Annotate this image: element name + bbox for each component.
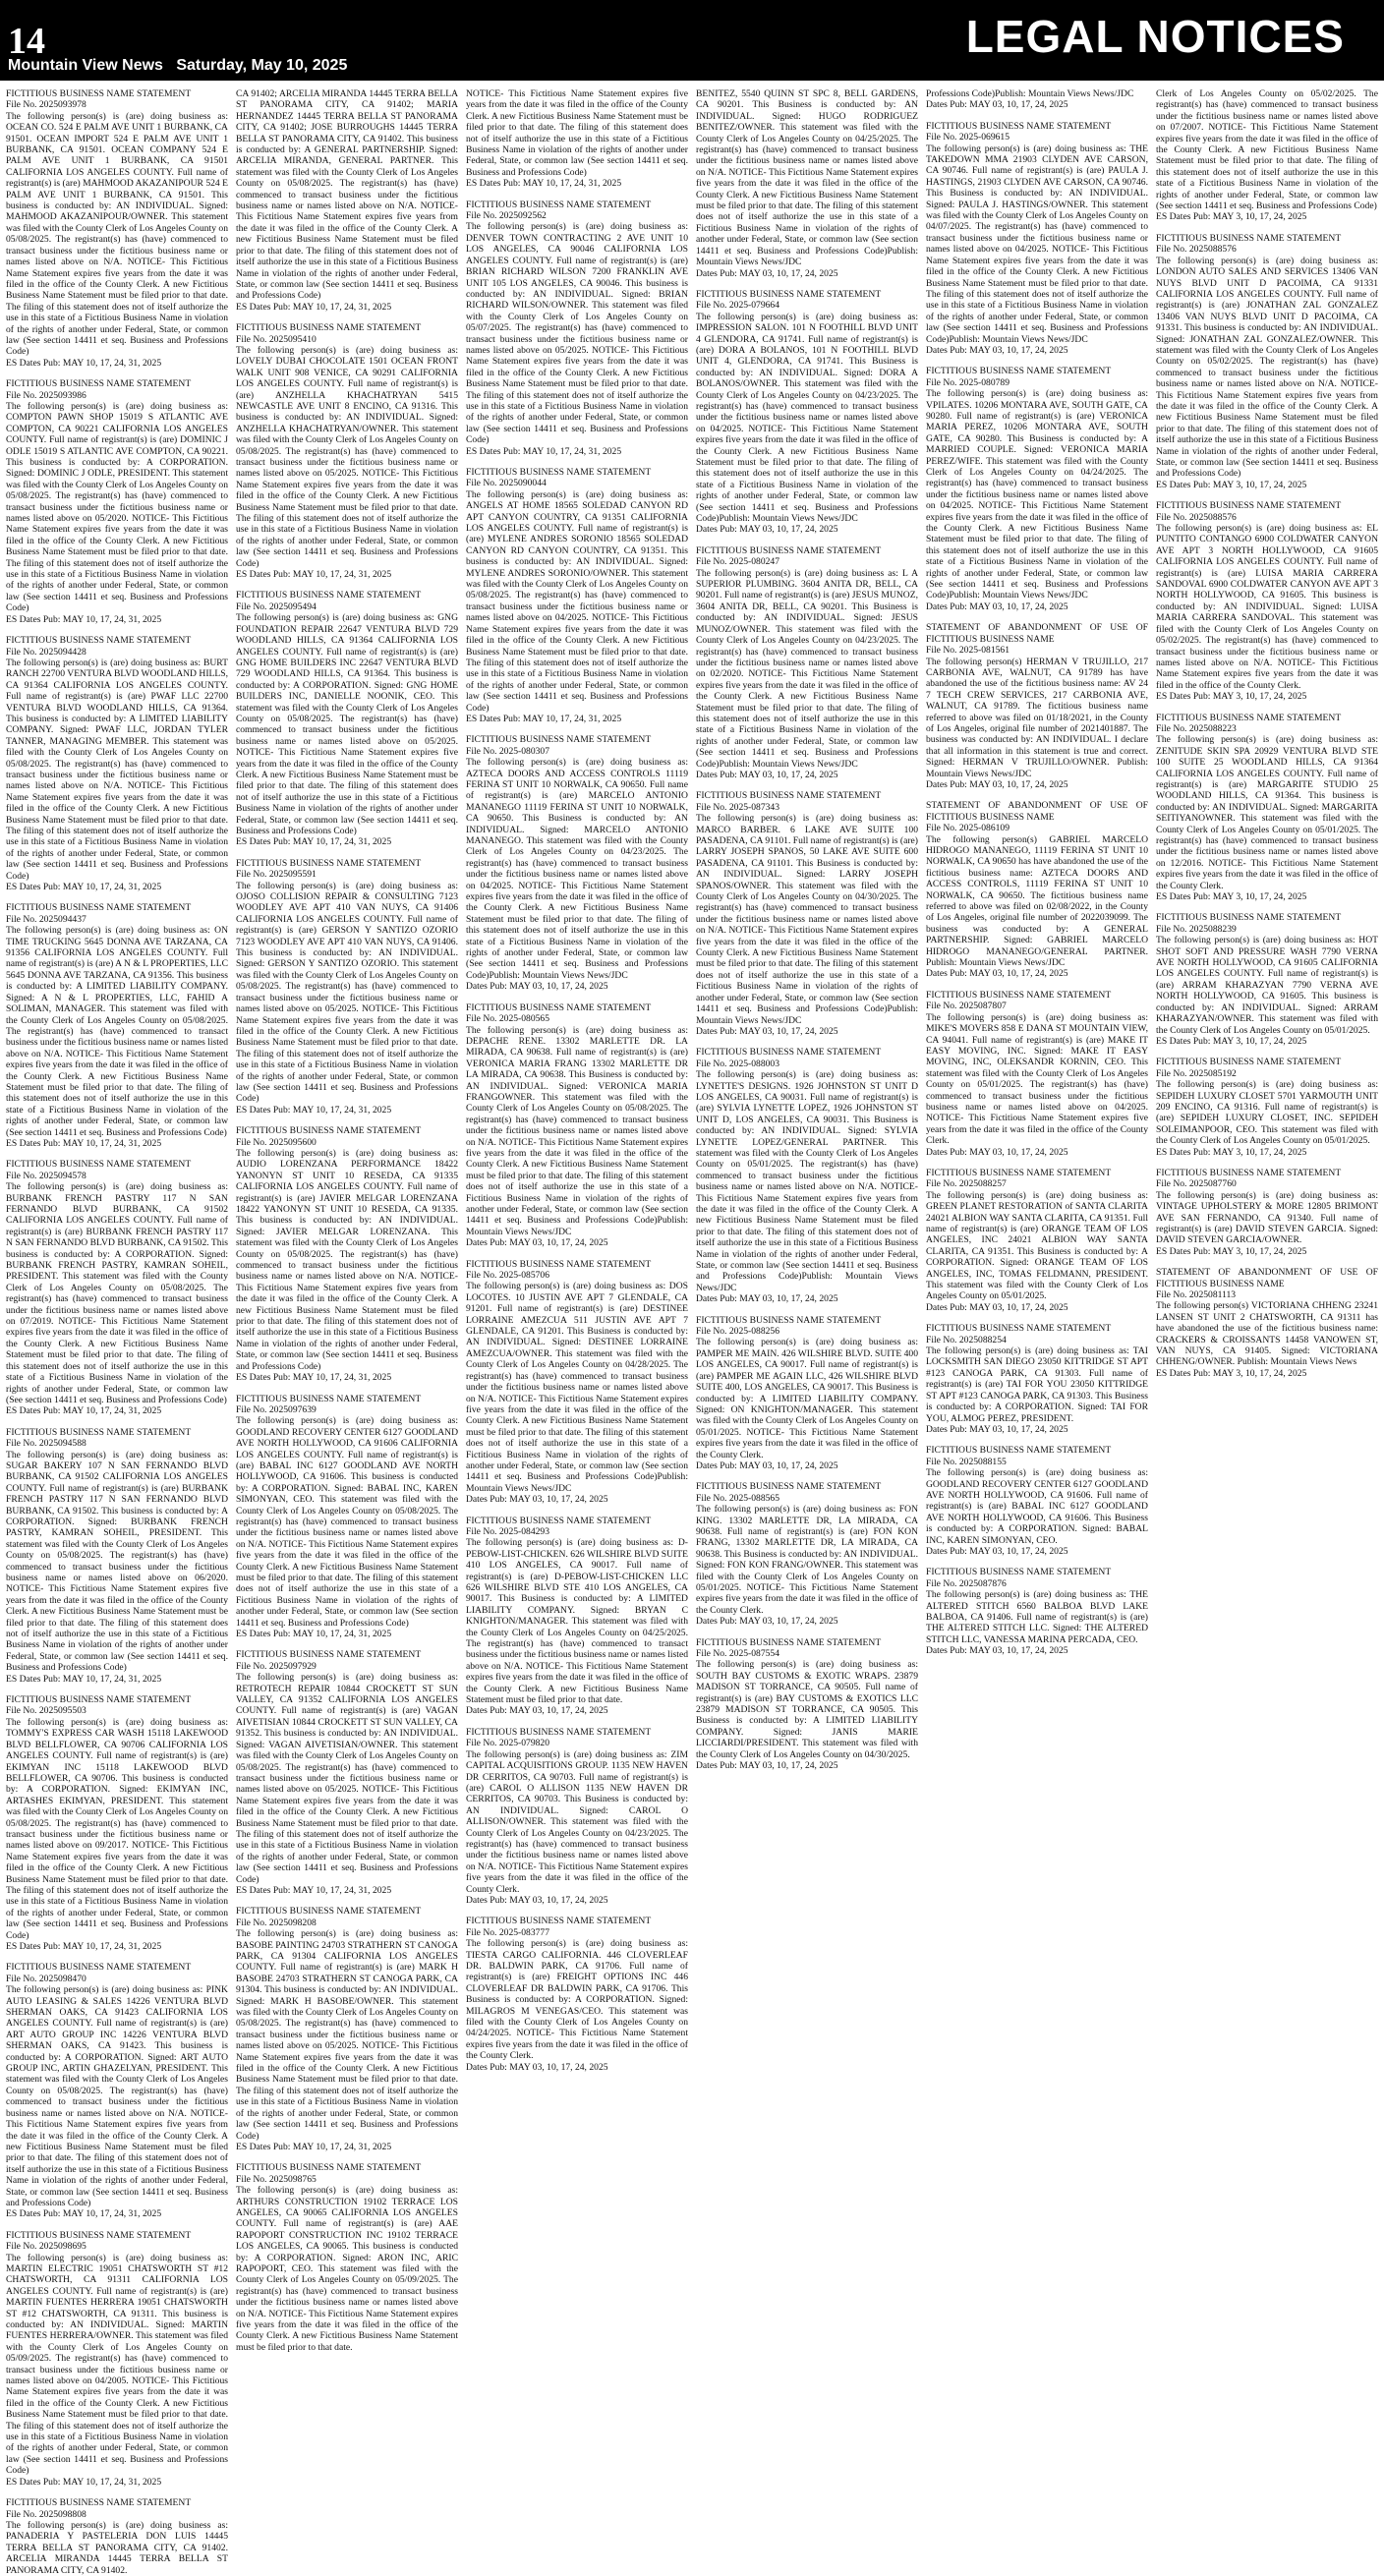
notice-body: The following person(s) is (are) doing business as: PINK AUTO LEASING & SALES 14226 VENTURA BLVD SHERMAN OAKS, CA 91423 CALIFORNIA LOS ANGELES COUNTY. Full name of registrant(s) is (are) ART AUTO GROUP INC 14226 VENTURA BLVD SHERMAN OAKS, CA 91423. This business is conducted by: A CORPORATION. Signed: ART AUTO GROUP INC, ARTIN GHAZELYAN, PRESIDENT. This statement was filed with the County Clerk of Los Angeles County on 05/08/2025. The registrant(s) has (have) commenced to transact business under the fictitious business name or names listed above on N/A. NOTICE- This Fictitious Name Statement expires five years from the date it was filed in the office of the County Clerk. A new Fictitious Business Name Statement must be filed prior to that date. The filing of this statement does not of itself authorize the use in this state of a Fictitious Business Name in violation of the rights of another under Federal, State, or common law (See section 14411 et seq. Business and Professions Code) <box>6 1984 228 2208</box>
legal-notice <box>1156 500 1378 702</box>
legal-notice <box>466 88 688 190</box>
notice-file-number: File No. 2025-084293 <box>466 1525 550 1537</box>
legal-notice <box>926 1323 1148 1435</box>
notice-body: The following person(s) is (are) doing business as: LYNETTE'S DESIGNS. 1926 JOHNSTON ST UNIT D LOS ANGELES, CA 90031. Full name of registrant(s) is (are) SYLVIA LYNETTE LOPEZ, 1926 JOHNSTON ST UNIT D, LOS ANGELES, CA 90031. This Business is conducted by: AN INDIVIDUAL. Signed: SYLVIA LYNETTE LOPEZ/GENERAL PARTNER. This statement was filed with the County Clerk of Los Angeles County on 05/01/2025. The registrant(s) has (have) commenced to transact business under the fictitious business name or names listed above on N/A. NOTICE- This Fictitious Name Statement expires five years from the date it was filed in the office of the County Clerk. A new Fictitious Business Name Statement must be filed prior to that date. The filing of this statement does not of itself authorize the use in this state of a Fictitious Business Name in violation of the rights of another under Federal, State, or common law (See section 14411 et seq. Business and Professions Code)Publish: Mountain Views News/JDC <box>696 1069 918 1293</box>
legal-notice <box>6 2230 228 2488</box>
notice-file-number: File No. 2025098808 <box>6 2508 86 2520</box>
notice-pub-dates: Dates Pub: MAY 03, 10, 17, 24, 2025 <box>926 1545 1068 1557</box>
notice-file-number: File No. 2025094588 <box>6 1438 86 1450</box>
notice-pub-dates: ES Dates Pub: MAY 10, 17, 24, 31, 2025 <box>6 1405 162 1417</box>
notice-heading: FICTITIOUS BUSINESS NAME STATEMENT <box>6 2229 192 2241</box>
notice-file-number: File No. 2025098208 <box>236 1917 317 1928</box>
legal-notice <box>1156 88 1378 223</box>
notice-pub-dates: ES Dates Pub: MAY 10, 17, 24, 31, 2025 <box>236 1372 392 1384</box>
notice-pub-dates: Dates Pub: MAY 03, 10, 17, 24, 2025 <box>926 99 1068 111</box>
notice-body: The following person(s) is (are) doing business as: GREEN PLANET RESTORATION of SANTA CLARITA 24021 ALBION WAY SANTA CLARITA, CA 91351. Full name of registrant(s) is (are) ORANGE TEAM OF LOS ANGELES, INC 24021 ALBION WAY SANTA CLARITA, CA 91351. This Business is conducted by: A CORPORATION. Signed: ORANGE TEAM OF LOS ANGELES, INC, TOMAS FELDMANN, PRESIDENT. This statement was filed with the County Clerk of Los Angeles County on 05/01/2025. <box>926 1189 1148 1302</box>
legal-notice <box>236 1649 458 1896</box>
notice-heading: FICTITIOUS BUSINESS NAME STATEMENT <box>236 590 422 601</box>
legal-notice <box>926 800 1148 980</box>
notice-pub-dates: ES Dates Pub: MAY 10, 17, 24, 31, 2025 <box>6 882 162 893</box>
legal-notice <box>926 121 1148 357</box>
legal-notice <box>466 1002 688 1249</box>
notice-heading: FICTITIOUS BUSINESS NAME STATEMENT <box>236 857 422 869</box>
notice-pub-dates: Dates Pub: MAY 03, 10, 17, 24, 2025 <box>926 778 1068 790</box>
notice-file-number: File No. 2025098765 <box>236 2173 317 2185</box>
notice-body: The following person(s) is (are) doing business as: GOODLAND RECOVERY CENTER 6127 GOODLAND AVE NORTH HOLLYWOOD, CA 91606 CALIFORNIA LOS ANGELES COUNTY. Full name of registrant(s) is (are) BABAL INC 6127 GOODLAND AVE NORTH HOLLYWOOD, CA 91606. This business is conducted by: A CORPORATION. Signed: BABAL INC, KAREN SIMONYAN, CEO. This statement was filed with the County Clerk of Los Angeles County on 05/08/2025. The registrant(s) has (have) commenced to transact business under the fictitious business name or names listed above on N/A. NOTICE- This Fictitious Name Statement expires five years from the date it was filed in the office of the County Clerk. A new Fictitious Business Name Statement must be filed prior to that date. The filing of this statement does not of itself authorize the use in this state of a Fictitious Business Name in violation of the rights of another under Federal, State, or common law (See section 14411 et seq. Business and Professions Code) <box>236 1415 458 1629</box>
notice-body: The following person(s) VICTORIANA CHHENG 23241 LANSEN ST UNIT 2 CHATSWORTH, CA 91311 has have abandoned the use of the fictitious business name: CRACKERS & CROISSANTS 14458 VANOWEN ST, VAN NUYS, CA 91405. Signed: VICTORIANA CHHENG/OWNER. Publish: Mountain Views News <box>1156 1300 1378 1368</box>
notice-body: The following person(s) is (are) doing business as: RETROTECH REPAIR 10844 CROCKETT ST SUN VALLEY, CA 91352 CALIFORNIA LOS ANGELES COUNTY. Full name of registrant(s) is (are) VAGAN AIVETISIAN 10844 CROCKETT ST SUN VALLEY, CA 91352. This business is conducted by: AN INDIVIDUAL. Signed: VAGAN AIVETISIAN/OWNER. This statement was filed with the County Clerk of Los Angeles County on 05/08/2025. The registrant(s) has (have) commenced to transact business under the fictitious business name or names listed above on 05/2025. NOTICE- This Fictitious Name Statement expires five years from the date it was filed in the office of the County Clerk. A new Fictitious Business Name Statement must be filed prior to that date. The filing of this statement does not of itself authorize the use in this state of a Fictitious Business Name in violation of the rights of another under Federal, State, or common law (See section 14411 et seq. Business and Professions Code) <box>236 1672 458 1885</box>
notice-heading: FICTITIOUS BUSINESS NAME STATEMENT <box>1156 1057 1342 1068</box>
notice-file-number: File No. 2025-088565 <box>696 1492 780 1504</box>
notice-body: The following person(s) is (are) doing business as: OCEAN CO. 524 E PALM AVE UNIT 1 BURBANK, CA 91501. OCEAN IMPORT 524 E PALM AVE UNIT 1 BURBANK, CA 91501. OCEAN COMPANY 524 E PALM AVE UNIT 1 BURBANK, CA 91501 CALIFORNIA LOS ANGELES COUNTY. Full name of registrant(s) is (are) MAHMOOD AKAZANIPOUR 524 E PALM AVE UNIT 1 BURBANK, CA 91501. This business is conducted by: AN INDIVIDUAL. Signed: MAHMOOD AKAZANIPOUR/OWNER. This statement was filed with the County Clerk of Los Angeles County on 05/08/2025. The registrant(s) has (have) commenced to transact business under the fictitious business name or names listed above on N/A. NOTICE- This Fictitious Name Statement expires five years from the date it was filed in the office of the County Clerk. A new Fictitious Business Name Statement must be filed prior to that date. The filing of this statement does not of itself authorize the use in this state of a Fictitious Business Name in violation of the rights of another under Federal, State, or common law (See section 14411 et seq. Business and Professions Code) <box>6 110 228 358</box>
notice-column <box>1156 88 1378 2557</box>
notice-heading: FICTITIOUS BUSINESS NAME STATEMENT <box>6 1426 192 1438</box>
notice-body: The following person(s) is (are) doing business as: DOS LOCOTES. 10 JUSTIN AVE APT 7 GLENDALE, CA 91201. Full name of registrant(s) is (are) DESTINEE LORRAINE AMEZCUA 511 JUSTIN AVE APT 7 GLENDALE, CA 91201. This Business is conducted by: AN INDIVIDUAL. Signed: DESTINEE LORRAINE AMEZCUA/OWNER. This statement was filed with the County Clerk of Los Angeles County on 04/28/2025. The registrant(s) has (have) commenced to transact business under the fictitious business name or names listed above on N/A. NOTICE- This Fictitious Name Statement expires five years from the date it was filed in the office of the County Clerk. A new Fictitious Business Name Statement must be filed prior to that date. The filing of this statement does not of itself authorize the use in this state of a Fictitious Business Name in violation of the rights of another under Federal, State, or common law (See section 14411 et seq. Business and Professions Code)Publish: Mountain Views News/JDC <box>466 1281 688 1494</box>
notice-body: The following person(s) is (are) doing business as: LOVELY DUBAI CHOCOLATE 1501 OCEAN FRONT WALK UNIT 908 VENICE, CA 90291 CALIFORNIA LOS ANGELES COUNTY. Full name of registrant(s) is (are) ANZHELLA KHACHATRYAN 5415 NEWCASTLE AVE UNIT 8 ENCINO, CA 91316. This business is conducted by: AN INDIVIDUAL. Signed: ANZHELLA KHACHATRYAN/OWNER. This statement was filed with the County Clerk of Los Angeles County on 05/08/2025. The registrant(s) has (have) commenced to transact business under the fictitious business name or names listed above on 05/2025. NOTICE- This Fictitious Name Statement expires five years from the date it was filed in the office of the County Clerk. A new Fictitious Business Name Statement must be filed prior to that date. The filing of this statement does not of itself authorize the use in this state of a Fictitious Business Name in violation of the rights of another under Federal, State, or common law (See section 14411 et seq. Business and Professions Code) <box>236 344 458 569</box>
legal-notice <box>696 1637 918 1772</box>
notice-body: The following person(s) is (are) doing business as: SOUTH BAY CUSTOMS & EXOTIC WRAPS. 23879 MADISON ST TORRANCE, CA 90505. Full name of registrant(s) is (are) BAY CUSTOMS & EXOTICS LLC 23879 MADISON ST TORRANCE, CA 90505. This Business is conducted by: A LIMITED LIABILITY COMPANY. Signed: JANIS MARIE LICCIARDI/PRESIDENT. This statement was filed with the County Clerk of Los Angeles County on 04/30/2025. <box>696 1659 918 1760</box>
notice-body: CA 91402; ARCELIA MIRANDA 14445 TERRA BELLA ST PANORAMA CITY, CA 91402; MARIA HERNANDEZ 14445 TERRA BELLA ST PANORAMA CITY, CA 91402; JOSE BURROUGHS 14445 TERRA BELLA ST PANORAMA CITY, CA 91402. This business is conducted by: A GENERAL PARTNERSHIP. Signed: ARCELIA MIRANDA, GENERAL PARTNER. This statement was filed with the County Clerk of Los Angeles County on 05/08/2025. The registrant(s) has (have) commenced to transact business under the fictitious business name or names listed above on N/A. NOTICE- This Fictitious Name Statement expires five years from the date it was filed in the office of the County Clerk. A new Fictitious Business Name Statement must be filed prior to that date. The filing of this statement does not of itself authorize the use in this state of a Fictitious Business Name in violation of the rights of another under Federal, State, or common law (See section 14411 et seq. Business and Professions Code) <box>236 88 458 302</box>
notice-body: The following person(s) is (are) doing business as: MARTIN ELECTRIC 19051 CHATSWORTH ST #12 CHATSWORTH, CA 91311 CALIFORNIA LOS ANGELES COUNTY. Full name of registrant(s) is (are) MARTIN FUENTES HERRERA 19051 CHATSWORTH ST #12 CHATSWORTH, CA 91311. This business is conducted by: AN INDIVIDUAL. Signed: MARTIN FUENTES HERRERA/OWNER. This statement was filed with the County Clerk of Los Angeles County on 05/09/2025. The registrant(s) has (have) commenced to transact business under the fictitious business name or names listed above on 04/2005. NOTICE- This Fictitious Name Statement expires five years from the date it was filed in the office of the County Clerk. A new Fictitious Business Name Statement must be filed prior to that date. The filing of this statement does not of itself authorize the use in this state of a Fictitious Business Name in violation of the rights of another under Federal, State, or common law (See section 14411 et seq. Business and Professions Code) <box>6 2252 228 2477</box>
notice-body: The following person(s) is (are) doing business as: SUGAR BAKERY 107 N SAN FERNANDO BLVD BURBANK, CA 91502 CALIFORNIA LOS ANGELES COUNTY. Full name of registrant(s) is (are) BURBANK FRENCH PASTRY 117 N SAN FERNANDO BLVD BURBANK, CA 91502. This business is conducted by: A CORPORATION. Signed: BURBANK FRENCH PASTRY, KAMRAN SOHEIL, PRESIDENT. This statement was filed with the County Clerk of Los Angeles County on 05/08/2025. The registrant(s) has (have) commenced to transact business under the fictitious business name or names listed above on 06/2020. NOTICE- This Fictitious Name Statement expires five years from the date it was filed in the office of the County Clerk. A new Fictitious Business Name Statement must be filed prior to that date. The filing of this statement does not of itself authorize the use in this state of a Fictitious Business Name in violation of the rights of another under Federal, State, or common law (See section 14411 et seq. Business and Professions Code) <box>6 1449 228 1674</box>
notice-body: BENITEZ, 5540 QUINN ST SPC 8, BELL GARDENS, CA 90201. This Business is conducted by: AN INDIVIDUAL. Signed: HUGO RODRIGUEZ BENITEZ/OWNER. This statement was filed with the County Clerk of Los Angeles County on 04/25/2025. The registrant(s) has (have) commenced to transact business under the fictitious business name or names listed above on N/A. NOTICE- This Fictitious Name Statement expires five years from the date it was filed in the office of the County Clerk. A new Fictitious Business Name Statement must be filed prior to that date. The filing of this statement does not of itself authorize the use in this state of a Fictitious Business Name in violation of the rights of another under Federal, State, or common law (See section 14411 et seq. Business and Professions Code)Publish: Mountain Views News/JDC <box>696 88 918 268</box>
legal-notice <box>6 1694 228 1952</box>
notice-body: The following person(s) is (are) doing business as: PAMPER ME MAIN. 426 WILSHIRE BLVD. SUITE 400 LOS ANGELES, CA 90017. Full name of registrant(s) is (are) PAMPER ME AGAIN LLC, 426 WILSHIRE BLVD SUITE 400, LOS ANGELES, CA 90017. This Business is conducted by: A LIMITED LIABILITY COMPANY. Signed: ON KNIGHTON/MANAGER. This statement was filed with the County Clerk of Los Angeles County on 05/01/2025. NOTICE- This Fictitious Name Statement expires five years from the date it was filed in the office of the County Clerk. <box>696 1337 918 1460</box>
notice-file-number: File No. 2025085192 <box>1156 1067 1237 1079</box>
notice-file-number: File No. 2025098695 <box>6 2241 86 2253</box>
legal-notice <box>236 1125 458 1383</box>
notice-body: The following person(s) is (are) doing business as: ANGELS AT HOME 18565 SOLEDAD CANYON RD APT CANYON COUNTRY, CA 91351 CALIFORNIA LOS ANGELES COUNTY. Full name of registrant(s) is (are) MYLENE ANDRES SORONIO 18565 SOLEDAD CANYON RD CANYON COUNTRY, CA 91351. This business is conducted by: AN INDIVIDUAL. Signed: MYLENE ANDRES SORONIO/OWNER. This statement was filed with the County Clerk of Los Angeles County on 05/08/2025. The registrant(s) has (have) commenced to transact business under the fictitious business name or names listed above on 04/2025. NOTICE- This Fictitious Name Statement expires five years from the date it was filed in the office of the County Clerk. A new Fictitious Business Name Statement must be filed prior to that date. The filing of this statement does not of itself authorize the use in this state of a Fictitious Business Name in violation of the rights of another under Federal, State, or common law (See section 14411 et seq. Business and Professions Code) <box>466 488 688 714</box>
notice-file-number: File No. 2025088257 <box>926 1178 1007 1190</box>
notice-file-number: File No. 2025-080307 <box>466 745 550 757</box>
notice-body: The following person(s) is (are) doing business as: OJOSO COLLISION REPAIR & CONSULTING 7123 WOODLEY AVE APT 410 VAN NUYS, CA 91406 CALIFORNIA LOS ANGELES COUNTY. Full name of registrant(s) is (are) GERSON Y SANTIZO OZORIO 7123 WOODLEY AVE APT 410 VAN NUYS, CA 91406. This business is conducted by: AN INDIVIDUAL. Signed: GERSON Y SANTIZO OZORIO. This statement was filed with the County Clerk of Los Angeles County on 05/08/2025. The registrant(s) has (have) commenced to transact business under the fictitious business name or names listed above on 05/2025. NOTICE- This Fictitious Name Statement expires five years from the date it was filed in the office of the County Clerk. A new Fictitious Business Name Statement must be filed prior to that date. The filing of this statement does not of itself authorize the use in this state of a Fictitious Business Name in violation of the rights of another under Federal, State, or common law (See section 14411 et seq. Business and Professions Code) <box>236 880 458 1105</box>
notice-pub-dates: ES Dates Pub: MAY 10, 17, 24, 31, 2025 <box>236 836 392 848</box>
notice-pub-dates: ES Dates Pub: MAY 3, 10, 17, 24, 2025 <box>1156 1245 1307 1257</box>
legal-notice <box>466 1516 688 1717</box>
notice-pub-dates: ES Dates Pub: MAY 10, 17, 24, 31, 2025 <box>466 445 622 457</box>
legal-notice <box>6 2497 228 2576</box>
legal-notice <box>6 1962 228 2219</box>
notice-pub-dates: Dates Pub: MAY 03, 10, 17, 24, 2025 <box>926 1645 1068 1657</box>
notice-heading: FICTITIOUS BUSINESS NAME STATEMENT <box>926 366 1112 377</box>
notice-column <box>236 88 458 2557</box>
page-number: 14 <box>8 21 45 62</box>
notice-heading: FICTITIOUS BUSINESS NAME STATEMENT <box>696 1636 882 1648</box>
notice-file-number: File No. 2025-079820 <box>466 1738 550 1749</box>
notice-heading: FICTITIOUS BUSINESS NAME STATEMENT <box>6 2497 192 2509</box>
notice-pub-dates: Dates Pub: MAY 03, 10, 17, 24, 2025 <box>696 1616 838 1628</box>
notice-heading: FICTITIOUS BUSINESS NAME STATEMENT <box>696 1047 882 1059</box>
notice-pub-dates: Dates Pub: MAY 03, 10, 17, 24, 2025 <box>696 1760 838 1772</box>
notice-heading: FICTITIOUS BUSINESS NAME STATEMENT <box>926 1445 1112 1457</box>
notice-body: The following person(s) is (are) doing business as: MARCO BARBER. 6 LAKE AVE SUITE 100 PASADENA, CA 91101. Full name of registrant(s) is (are) LARRY JOSEPH SPANOS, 50 LAKE AVE SUITE 600 PASADENA, CA 91101. This Business is conducted by: AN INDIVIDUAL. Signed: LARRY JOSEPH SPANOS/OWNER. This statement was filed with the County Clerk of Los Angeles County on 04/30/2025. The registrant(s) has (have) commenced to transact business under the fictitious business name or names listed above on N/A. NOTICE- This Fictitious Name Statement expires five years from the date it was filed in the office of the County Clerk. A new Fictitious Business Name Statement must be filed prior to that date. The filing of this statement does not of itself authorize the use in this state of a Fictitious Business Name in violation of the rights of another under Federal, State, or common law (See section 14411 et seq. Business and Professions Code)Publish: Mountain Views News/JDC <box>696 813 918 1026</box>
notice-body: The following person(s) is (are) doing business as: ZENITUDE SKIN SPA 20929 VENTURA BLVD STE 100 SUITE 25 WOODLAND HILLS, CA 91364 CALIFORNIA LOS ANGELES COUNTY. Full name of registrant(s) is (are) MARGARITE STUDIO 25 WOODLAND HILLS, CA 91364. This business is conducted by: AN INDIVIDUAL. Signed: MARGARITA SEITIYANOWNER. This statement was filed with the County Clerk of Los Angeles County on 05/01/2025. The registrant(s) has (have) commenced to transact business under the fictitious business name or names listed above on 12/2016. NOTICE- This Fictitious Name Statement expires five years from the date it was filed in the office of the County Clerk. <box>1156 734 1378 891</box>
notice-pub-dates: Dates Pub: MAY 03, 10, 17, 24, 2025 <box>926 1146 1068 1158</box>
notice-body: The following person(s) is (are) doing business as: EL PUNTITO CONTANGO 6900 COLDWATER CANYON AVE APT 3 NORTH HOLLYWOOD, CA 91605 CALIFORNIA LOS ANGELES COUNTY. Full name of registrant(s) is (are) LUISA MARIA CARRERA SANDOVAL 6900 COLDWATER CANYON AVE APT 3 NORTH HOLLYWOOD, CA 91605. This business is conducted by: AN INDIVIDUAL. Signed: LUISA MARIA CARRERA SANDOVAL. This statement was filed with the County Clerk of Los Angeles County on 05/02/2025. The registrant(s) has (have) commenced to transact business under the fictitious business name or names listed above on N/A. NOTICE- This Fictitious Name Statement expires five years from the date it was filed in the office of the County Clerk. <box>1156 523 1378 691</box>
legal-notice <box>1156 1168 1378 1257</box>
notice-file-number: File No. 2025-080789 <box>926 376 1010 388</box>
notice-pub-dates: Dates Pub: MAY 03, 10, 17, 24, 2025 <box>926 601 1068 612</box>
notice-body: The following person(s) is (are) doing business as: LONDON AUTO SALES AND SERVICES 13406 VAN NUYS BLVD UNIT D PACOIMA, CA 91331 CALIFORNIA LOS ANGELES COUNTY. Full name of registrant(s) is (are) JONATHAN ZAL GONZALEZ 13406 VAN NUYS BLVD UNIT D PACOIMA, CA 91331. This business is conducted by: AN INDIVIDUAL. Signed: JONATHAN ZAL GONZALEZ/OWNER. This statement was filed with the County Clerk of Los Angeles County on 05/02/2025. The registrant(s) has (have) commenced to transact business under the fictitious business name or names listed above on N/A. NOTICE- This Fictitious Name Statement expires five years from the date it was filed in the office of the County Clerk. A new Fictitious Business Name Statement must be filed prior to that date. The filing of this statement does not of itself authorize the use in this state of a Fictitious Business Name in violation of the rights of another under Federal, State, or common law (See section 14411 et seq. Business and Professions Code) <box>1156 255 1378 480</box>
legal-notice <box>236 858 458 1116</box>
notice-body: The following person(s) is (are) doing business as: IMPRESSION SALON. 101 N FOOTHILL BLVD UNIT 4 GLENDORA, CA 91741. Full name of registrant(s) is (are) DORA A BOLANOS, 101 N FOOTHILL BLVD UNIT 4, GLENDORA, CA 91741. This Business is conducted by: AN INDIVIDUAL. Signed: DORA A BOLANOS/OWNER. This statement was filed with the County Clerk of Los Angeles County on 04/23/2025. The registrant(s) has (have) commenced to transact business under the fictitious business name or names listed above on 04/2025. NOTICE- This Fictitious Name Statement expires five years from the date it was filed in the office of the County Clerk. A new Fictitious Business Name Statement must be filed prior to that date. The filing of this statement does not of itself authorize the use in this state of a Fictitious Business Name in violation of the rights of another under Federal, State, or common law (See section 14411 et seq. Business and Professions Code)Publish: Mountain Views News/JDC <box>696 311 918 525</box>
notice-heading: FICTITIOUS BUSINESS NAME STATEMENT <box>236 322 422 334</box>
notice-pub-dates: ES Dates Pub: MAY 10, 17, 24, 31, 2025 <box>236 1629 392 1640</box>
notice-heading: FICTITIOUS BUSINESS NAME STATEMENT <box>466 1515 652 1526</box>
publication-name: Mountain View News <box>8 57 163 74</box>
notice-body: The following person(s) is (are) doing business as: AUDIO LORENZANA PERFORMANCE 18422 YANONYN ST UNIT 10 RESEDA, CA 91335 CALIFORNIA LOS ANGELES COUNTY. Full name of registrant(s) is (are) JAVIER MELGAR LORENZANA 18422 YANONYN ST UNIT 10 RESEDA, CA 91335. This business is conducted by: AN INDIVIDUAL. Signed: JAVIER MELGAR LORENZANA. This statement was filed with the County Clerk of Los Angeles County on 05/08/2025. The registrant(s) has (have) commenced to transact business under the fictitious business name or names listed above on N/A. NOTICE- This Fictitious Name Statement expires five years from the date it was filed in the office of the County Clerk. A new Fictitious Business Name Statement must be filed prior to that date. The filing of this statement does not of itself authorize the use in this state of a Fictitious Business Name in violation of the rights of another under Federal, State, or common law (See section 14411 et seq. Business and Professions Code) <box>236 1147 458 1372</box>
notice-body: The following person(s) is (are) doing business as: PANADERIA Y PASTELERIA DON LUIS 14445 TERRA BELLA ST PANORAMA CITY, CA 91402. ARCELIA MIRANDA 14445 TERRA BELLA ST PANORAMA CITY, CA 91402. <box>6 2519 228 2576</box>
legal-notice <box>6 635 228 892</box>
notice-body: The following person(s) GABRIEL MARCELO HIDROGO MANANEGO, 11119 FERINA ST UNIT 10 NORWALK, CA 90650 has have abandoned the use of the fictitious business name: AZTECA DOORS AND ACCESS CONTROLS, 11119 FERINA ST UNIT 10 NORWALK, CA 90650. The fictitious business name referred to above was filed on 02/08/2022, in the County of Los Angeles, original file number of 2022039099. The business was conducted by: A GENERAL PARTNERSHIP. Signed: GABRIEL MARCELO HIDROGO MANANEGO/GENERAL PARTNER. Publish: Mountain Views News/JDC <box>926 833 1148 969</box>
notice-file-number: File No. 2025-081561 <box>926 645 1010 657</box>
notice-heading: FICTITIOUS BUSINESS NAME STATEMENT <box>466 467 652 478</box>
notice-body: The following person(s) is (are) doing business as: BURBANK FRENCH PASTRY 117 N SAN FERNANDO BLVD BURBANK, CA 91502 CALIFORNIA LOS ANGELES COUNTY. Full name of registrant(s) is (are) BURBANK FRENCH PASTRY 117 N SAN FERNANDO BLVD BURBANK, CA 91502. This business is conducted by: A CORPORATION. Signed: BURBANK FRENCH PASTRY, KAMRAN SOHEIL, PRESIDENT. This statement was filed with the County Clerk of Los Angeles County on 05/08/2025. The registrant(s) has (have) commenced to transact business under the fictitious business name or names listed above on 07/2019. NOTICE- This Fictitious Name Statement expires five years from the date it was filed in the office of the County Clerk. A new Fictitious Business Name Statement must be filed prior to that date. The filing of this statement does not of itself authorize the use in this state of a Fictitious Business Name in violation of the rights of another under Federal, State, or common law (See section 14411 et seq. Business and Professions Code) <box>6 1181 228 1405</box>
masthead <box>0 0 1384 81</box>
notice-heading: FICTITIOUS BUSINESS NAME STATEMENT <box>1156 912 1342 924</box>
legal-notice <box>6 1427 228 1685</box>
legal-notice <box>466 1916 688 2073</box>
notice-heading: FICTITIOUS BUSINESS NAME STATEMENT <box>696 288 882 300</box>
notice-column <box>696 88 918 2557</box>
notice-file-number: File No. 2025-087554 <box>696 1648 780 1660</box>
notice-heading: FICTITIOUS BUSINESS NAME STATEMENT <box>236 1649 422 1661</box>
legal-notice <box>466 467 688 724</box>
notice-file-number: File No. 2025087760 <box>1156 1178 1237 1190</box>
notice-heading: FICTITIOUS BUSINESS NAME STATEMENT <box>926 989 1112 1001</box>
legal-notice <box>236 322 458 580</box>
notice-pub-dates: Dates Pub: MAY 03, 10, 17, 24, 2025 <box>696 1293 838 1305</box>
notice-file-number: File No. 2025-085706 <box>466 1270 550 1282</box>
legal-notice <box>6 902 228 1149</box>
notice-file-number: File No. 2025097929 <box>236 1660 317 1672</box>
notice-body: The following person(s) is (are) doing business as: COMPTON PAWN SHOP 15019 S ATLANTIC AVE COMPTON, CA 90221 CALIFORNIA LOS ANGELES COUNTY. Full name of registrant(s) is (are) DOMINIC J ODLE 15019 S ATLANTIC AVE COMPTON, CA 90221. This business is conducted by: A CORPORATION. Signed: DOMINIC J ODLE, PRESIDENT. This statement was filed with the County Clerk of Los Angeles County on 05/08/2025. The registrant(s) has (have) commenced to transact business under the fictitious business name or names listed above on 05/2020. NOTICE- This Fictitious Name Statement expires five years from the date it was filed in the office of the County Clerk. A new Fictitious Business Name Statement must be filed prior to that date. The filing of this statement does not of itself authorize the use in this state of a Fictitious Business Name in violation of the rights of another under Federal, State, or common law (See section 14411 et seq. Business and Professions Code) <box>6 400 228 614</box>
legal-notice <box>926 990 1148 1158</box>
notice-heading: FICTITIOUS BUSINESS NAME STATEMENT <box>466 1726 652 1738</box>
notice-heading: STATEMENT OF ABANDONMENT OF USE OF FICTITIOUS BUSINESS NAME <box>1156 1267 1378 1289</box>
notice-pub-dates: ES Dates Pub: MAY 10, 17, 24, 31, 2025 <box>236 569 392 581</box>
notice-heading: FICTITIOUS BUSINESS NAME STATEMENT <box>6 635 192 647</box>
notice-heading: FICTITIOUS BUSINESS NAME STATEMENT <box>696 790 882 802</box>
dateline <box>8 57 347 75</box>
notice-file-number: File No. 2025092562 <box>466 210 547 222</box>
notice-heading: FICTITIOUS BUSINESS NAME STATEMENT <box>926 120 1112 132</box>
notice-pub-dates: ES Dates Pub: MAY 10, 17, 24, 31, 2025 <box>6 613 162 625</box>
notice-body: The following person(s) is (are) doing business as: HOT SHOT SOFT AND PRESSURE WASH 7790 VERNA AVE NORTH HOLLYWOOD, CA 91605 CALIFORNIA LOS ANGELES COUNTY. Full name of registrant(s) is (are) ARRAM KHARAZYAN 7790 VERNA AVE NORTH HOLLYWOOD, CA 91605. This business is conducted by: AN INDIVIDUAL. Signed: ARRAM KHARAZYAN/OWNER. This statement was filed with the County Clerk of Los Angeles County on 05/01/2025. <box>1156 935 1378 1036</box>
legal-notice <box>236 1906 458 2152</box>
notice-heading: FICTITIOUS BUSINESS NAME STATEMENT <box>466 1002 652 1013</box>
legal-notice <box>6 88 228 369</box>
notice-body: NOTICE- This Fictitious Name Statement expires five years from the date it was filed in the office of the County Clerk. A new Fictitious Business Name Statement must be filed prior to that date. The filing of this statement does not of itself authorize the use in this state of a Fictitious Business Name in violation of the rights of another under Federal, State, or common law (See section 14411 et seq. Business and Professions Code) <box>466 88 688 178</box>
notice-pub-dates: ES Dates Pub: MAY 10, 17, 24, 31, 2025 <box>236 1104 392 1116</box>
notice-file-number: File No. 2025087876 <box>926 1577 1007 1589</box>
notice-file-number: File No. 2025094428 <box>6 646 86 658</box>
notice-heading: FICTITIOUS BUSINESS NAME STATEMENT <box>1156 232 1342 244</box>
notice-heading: FICTITIOUS BUSINESS NAME STATEMENT <box>926 1323 1112 1335</box>
notice-file-number: File No. 2025097639 <box>236 1403 317 1415</box>
notice-pub-dates: Dates Pub: MAY 03, 10, 17, 24, 2025 <box>926 968 1068 980</box>
notice-pub-dates: Dates Pub: MAY 03, 10, 17, 24, 2025 <box>466 981 608 993</box>
legal-notice <box>696 1047 918 1304</box>
legal-notice <box>926 88 1148 111</box>
notice-pub-dates: ES Dates Pub: MAY 10, 17, 24, 31, 2025 <box>6 1137 162 1149</box>
notice-pub-dates: ES Dates Pub: MAY 3, 10, 17, 24, 2025 <box>1156 1367 1307 1379</box>
notice-pub-dates: Dates Pub: MAY 03, 10, 17, 24, 2025 <box>926 1423 1068 1435</box>
notice-file-number: File No. 2025087807 <box>926 1001 1007 1012</box>
legal-notice <box>6 1159 228 1416</box>
notice-file-number: File No. 2025081113 <box>1156 1289 1237 1301</box>
notice-file-number: File No. 2025-087343 <box>696 801 780 813</box>
notice-body: The following person(s) is (are) doing business as: FON KING. 13302 MARLETTE DR, LA MIRADA, CA 90638. Full name of registrant(s) is (are) FON KON FRANG, 13302 MARLETTE DR, LA MIRADA, CA 90638. This Business is conducted by: AN INDIVIDUAL. Signed: FON KON FRANG/OWNER. This statement was filed with the County Clerk of Los Angeles County on 05/01/2025. NOTICE- This Fictitious Name Statement expires five years from the date it was filed in the office of the County Clerk. <box>696 1504 918 1616</box>
legal-notice <box>926 1567 1148 1656</box>
legal-notice <box>1156 1267 1378 1379</box>
notice-pub-dates: Dates Pub: MAY 03, 10, 17, 24, 2025 <box>926 1301 1068 1313</box>
notice-body: The following person(s) is (are) doing business as: ARTHURS CONSTRUCTION 19102 TERRACE LOS ANGELES, CA 90065 CALIFORNIA LOS ANGELES COUNTY. Full name of registrant(s) is (are) AAE RAPOPORT CONSTRUCTION INC 19102 TERRACE LOS ANGELES, CA 90065. This business is conducted by: A CORPORATION. Signed: ARON INC, ARIC RAPOPORT, CEO. This statement was filed with the County Clerk of Los Angeles County on 05/09/2025. The registrant(s) has (have) commenced to transact business under the fictitious business name or names listed above on N/A. NOTICE- This Fictitious Name Statement expires five years from the date it was filed in the office of the County Clerk. A new Fictitious Business Name Statement must be filed prior to that date. <box>236 2185 458 2353</box>
notice-pub-dates: ES Dates Pub: MAY 3, 10, 17, 24, 2025 <box>1156 691 1307 703</box>
legal-notice <box>926 622 1148 790</box>
notice-file-number: File No. 2025095494 <box>236 601 317 612</box>
notice-file-number: File No. 2025094437 <box>6 913 86 925</box>
notice-file-number: File No. 2025-088256 <box>696 1326 780 1338</box>
notice-body: The following person(s) is (are) doing business as: THE ALTERED STITCH 6560 BALBOA BLVD LAKE BALBOA, CA 91406. Full name of registrant(s) is (are) THE ALTERED STITCH LLC. Signed: THE ALTERED STITCH LLC, VANESSA MARINA PERCADA, CEO. <box>926 1589 1148 1645</box>
notice-file-number: File No. 2025-080565 <box>466 1013 550 1025</box>
notice-pub-dates: Dates Pub: MAY 03, 10, 17, 24, 2025 <box>466 1705 608 1717</box>
notice-body: The following person(s) is (are) doing business as: DENVER TOWN CONTRACTING 2 AVE UNIT 10 LOS ANGELES, CA 90046 CALIFORNIA LOS ANGELES COUNTY. Full name of registrant(s) is (are) BRIAN RICHARD WILSON 7200 FRANKLIN AVE UNIT 105 LOS ANGELES, CA 90046. This business is conducted by: AN INDIVIDUAL. Signed: BRIAN RICHARD WILSON/OWNER. This statement was filed with the County Clerk of Los Angeles County on 05/07/2025. The registrant(s) has (have) commenced to transact business under the fictitious business name or names listed above on 05/2025. NOTICE- This Fictitious Name Statement expires five years from the date it was filed in the office of the County Clerk. A new Fictitious Business Name Statement must be filed prior to that date. The filing of this statement does not of itself authorize the use in this state of a Fictitious Business Name in violation of the rights of another under Federal, State, or common law (See section 14411 et seq. Business and Professions Code) <box>466 221 688 446</box>
notice-body: The following person(s) is (are) doing business as: AZTECA DOORS AND ACCESS CONTROLS 11119 FERINA ST UNIT 10 NORWALK, CA 90650. Full name of registrant(s) is (are) MARCELO ANTONIO MANANEGO 11119 FERINA ST UNIT 10 NORWALK, CA 90650. This Business is conducted by: AN INDIVIDUAL. Signed: MARCELO ANTONIO MANANEGO. This statement was filed with the County Clerk of Los Angeles County on 04/23/2025. The registrant(s) has (have) commenced to transact business under the fictitious business name or names listed above on 04/2025. NOTICE- This Fictitious Name Statement expires five years from the date it was filed in the office of the County Clerk. A new Fictitious Business Name Statement must be filed prior to that date. The filing of this statement does not of itself authorize the use in this state of a Fictitious Business Name in violation of the rights of another under Federal, State, or common law (See section 14411 et seq. Business and Professions Code)Publish: Mountain Views News/JDC <box>466 757 688 981</box>
notice-heading: FICTITIOUS BUSINESS NAME STATEMENT <box>466 199 652 210</box>
notice-file-number: File No. 2025095591 <box>236 869 317 881</box>
legal-notice <box>466 1727 688 1907</box>
notice-pub-dates: ES Dates Pub: MAY 10, 17, 24, 31, 2025 <box>236 1884 392 1896</box>
notice-pub-dates: ES Dates Pub: MAY 10, 17, 24, 31, 2025 <box>236 2141 392 2152</box>
section-title: LEGAL NOTICES <box>965 11 1345 62</box>
notice-body: The following person(s) is (are) doing business as: THE TAKEDOWN MMA 21903 CLYDEN AVE CARSON, CA 90746. Full name of registrant(s) is (are) PAULA J. HASTINGS, 21903 CLYDEN AVE CARSON, CA 90746. This Business is conducted by: AN INDIVIDUAL. Signed: PAULA J. HASTINGS/OWNER. This statement was filed with the County Clerk of Los Angeles County on 04/07/2025. The registrant(s) has (have) commenced to transact business under the fictitious business name or names listed above on 04/2025. NOTICE- This Fictitious Name Statement expires five years from the date it was filed in the office of the County Clerk. A new Fictitious Business Name Statement must be filed prior to that date. The filing of this statement does not of itself authorize the use in this state of a Fictitious Business Name in violation of the rights of another under Federal, State, or common law (See section 14411 et seq. Business and Professions Code)Publish: Mountain Views News/JDC <box>926 143 1148 345</box>
notice-file-number: File No. 2025-080247 <box>696 556 780 568</box>
notice-heading: FICTITIOUS BUSINESS NAME STATEMENT <box>6 1159 192 1171</box>
notice-file-number: File No. 2025090044 <box>466 478 547 489</box>
notice-body: The following person(s) is (are) doing business as: SEPIDEH LUXURY CLOSET 5701 YARMOUTH UNIT 209 ENCINO, CA 91316. Full name of registrant(s) is (are) SEPIDEH LUXURY CLOSET, INC. SEPIDEH SOLEIMANPOOR, CEO. This statement was filed with the County Clerk of Los Angeles County on 05/01/2025. <box>1156 1079 1378 1147</box>
notice-file-number: File No. 2025-086109 <box>926 823 1010 834</box>
notice-heading: FICTITIOUS BUSINESS NAME STATEMENT <box>696 1314 882 1326</box>
legal-notice <box>236 88 458 313</box>
notice-file-number: File No. 2025-088003 <box>696 1058 780 1069</box>
notice-heading: FICTITIOUS BUSINESS NAME STATEMENT <box>466 734 652 746</box>
notice-pub-dates: Dates Pub: MAY 03, 10, 17, 24, 2025 <box>696 524 838 536</box>
notice-column <box>6 88 228 2576</box>
notice-pub-dates: ES Dates Pub: MAY 10, 17, 24, 31, 2025 <box>6 2208 162 2220</box>
notice-body: The following person(s) HERMAN V TRUJILLO, 217 CARBONIA AVE, WALNUT, CA 91789 has have abandoned the use of the fictitious business name: AV 24 7 TECH CREW SERVICES, 217 CARBONIA AVE, WALNUT, CA 91789. The fictitious business name referred to above was filed on 01/18/2021, in the County of Los Angeles, original file number of 2021401887. The business was conducted by: AN INDIVIDUAL. I declare that all information in this statement is true and correct. Signed: HERMAN V TRUJILLO/OWNER. Publish: Mountain Views News/JDC <box>926 656 1148 779</box>
notice-body: The following person(s) is (are) doing business as: MIKE'S MOVERS 858 E DANA ST MOUNTAIN VIEW, CA 94041. Full name of registrant(s) is (are) MAKE IT EASY MOVING, INC. Signed: MAKE IT EASY MOVING, INC, OLEKSANDR KORNIN, CEO. This statement was filed with the County Clerk of Los Angeles County on 05/01/2025. The registrant(s) has (have) commenced to transact business under the fictitious business name or names listed above on 04/2025. NOTICE- This Fictitious Name Statement expires five years from the date it was filed in the office of the County Clerk. <box>926 1011 1148 1147</box>
notice-pub-dates: ES Dates Pub: MAY 10, 17, 24, 31, 2025 <box>466 713 622 724</box>
notice-pub-dates: ES Dates Pub: MAY 10, 17, 24, 31, 2025 <box>6 1673 162 1685</box>
legal-notice <box>466 734 688 992</box>
notice-body: The following person(s) is (are) doing business as: TOMMY'S EXPRESS CAR WASH 15118 LAKEWOOD BLVD BELLFLOWER, CA 90706 CALIFORNIA LOS ANGELES COUNTY. Full name of registrant(s) is (are) EKIMYAN INC 15118 LAKEWOOD BLVD BELLFLOWER, CA 90706. This business is conducted by: A CORPORATION. Signed: EKIMYAN INC, ARTASHES EKIMYAN, PRESIDENT. This statement was filed with the County Clerk of Los Angeles County on 05/08/2025. The registrant(s) has (have) commenced to transact business under the fictitious business name or names listed above on 09/2017. NOTICE- This Fictitious Name Statement expires five years from the date it was filed in the office of the County Clerk. A new Fictitious Business Name Statement must be filed prior to that date. The filing of this statement does not of itself authorize the use in this state of a Fictitious Business Name in violation of the rights of another under Federal, State, or common law (See section 14411 et seq. Business and Professions Code) <box>6 1716 228 1941</box>
legal-notice <box>6 378 228 625</box>
notice-pub-dates: Dates Pub: MAY 03, 10, 17, 24, 2025 <box>466 1894 608 1906</box>
legal-notice <box>926 1168 1148 1313</box>
notice-body: Professions Code)Publish: Mountain Views News/JDC <box>926 88 1134 99</box>
notice-heading: STATEMENT OF ABANDONMENT OF USE OF FICTITIOUS BUSINESS NAME <box>926 622 1148 645</box>
notice-file-number: File No. 2025-079664 <box>696 300 780 312</box>
notice-body: The following person(s) is (are) doing business as: VPILATES. 10206 MONTARA AVE, SOUTH GATE, CA 90280. Full name of registrant(s) is (are) VERONICA MARIA PEREZ, 10206 MONTARA AVE, SOUTH GATE, CA 90280. This Business is conducted by: A MARRIED COUPLE. Signed: VERONICA MARIA PEREZ/WIFE. This statement was filed with the County Clerk of Los Angeles County on 04/24/2025. The registrant(s) has (have) commenced to transact business under the fictitious business name or names listed above on 04/2025. NOTICE- This Fictitious Name Statement expires five years from the date it was filed in the office of the County Clerk. A new Fictitious Business Name Statement must be filed prior to that date. The filing of this statement does not of itself authorize the use in this state of a Fictitious Business Name in violation of the rights of another under Federal, State, or common law (See section 14411 et seq. Business and Professions Code)Publish: Mountain Views News/JDC <box>926 388 1148 601</box>
notice-body: The following person(s) is (are) doing business as: BURT RANCH 22700 VENTURA BLVD WOODLAND HILLS, CA 91364 CALIFORNIA LOS ANGELES COUNTY. Full name of registrant(s) is (are) PWAF LLC 22700 VENTURA BLVD WOODLAND HILLS, CA 91364. This business is conducted by: A LIMITED LIABILITY COMPANY. Signed: PWAF LLC, JORDAN TYLER TANNER, MANAGING MEMBER. This statement was filed with the County Clerk of Los Angeles County on 05/08/2025. The registrant(s) has (have) commenced to transact business under the fictitious business name or names listed above on N/A. NOTICE- This Fictitious Name Statement expires five years from the date it was filed in the office of the County Clerk. A new Fictitious Business Name Statement must be filed prior to that date. The filing of this statement does not of itself authorize the use in this state of a Fictitious Business Name in violation of the rights of another under Federal, State, or common law (See section 14411 et seq. Business and Professions Code) <box>6 657 228 882</box>
legal-notice <box>466 1259 688 1506</box>
notice-heading: FICTITIOUS BUSINESS NAME STATEMENT <box>696 544 882 556</box>
notice-pub-dates: Dates Pub: MAY 03, 10, 17, 24, 2025 <box>696 1025 838 1037</box>
notice-body: The following person(s) is (are) doing business as: GNG FOUNDATION REPAIR 22647 VENTURA BLVD 729 WOODLAND HILLS, CA 91364 CALIFORNIA LOS ANGELES COUNTY. Full name of registrant(s) is (are) GNG HOME BUILDERS INC 22647 VENTURA BLVD 729 WOODLAND HILLS, CA 91364. This business is conducted by: A CORPORATION. Signed: GNG HOME BUILDERS INC, DANIELLE NOONIK, CEO. This statement was filed with the County Clerk of Los Angeles County on 05/08/2025. The registrant(s) has (have) commenced to transact business under the fictitious business name or names listed above on 05/2025. NOTICE- This Fictitious Name Statement expires five years from the date it was filed in the office of the County Clerk. A new Fictitious Business Name Statement must be filed prior to that date. The filing of this statement does not of itself authorize the use in this state of a Fictitious Business Name in violation of the rights of another under Federal, State, or common law (See section 14411 et seq. Business and Professions Code) <box>236 612 458 836</box>
notice-pub-dates: Dates Pub: MAY 03, 10, 17, 24, 2025 <box>466 2061 608 2073</box>
notice-heading: FICTITIOUS BUSINESS NAME STATEMENT <box>696 1481 882 1493</box>
notice-heading: FICTITIOUS BUSINESS NAME STATEMENT <box>1156 712 1342 723</box>
notice-pub-dates: ES Dates Pub: MAY 10, 17, 24, 31, 2025 <box>466 178 622 190</box>
notice-file-number: File No. 2025088576 <box>1156 244 1237 256</box>
legal-notice <box>926 366 1148 612</box>
notice-pub-dates: ES Dates Pub: MAY 10, 17, 24, 31, 2025 <box>236 301 392 313</box>
notice-body: The following person(s) is (are) doing business as: DEPACHE RENE. 13302 MARLETTE DR. LA MIRADA, CA 90638. Full name of registrant(s) is (are) VERONICA MARIA FRANG 13302 MARLETTE DR LA MIRADA, CA 90638. This Business is conducted by: AN INDIVIDUAL. Signed: VERONICA MARIA FRANGOWNER. This statement was filed with the County Clerk of Los Angeles County on 05/08/2025. The registrant(s) has (have) commenced to transact business under the fictitious business name or names listed above on N/A. NOTICE- This Fictitious Name Statement expires five years from the date it was filed in the office of the County Clerk. A new Fictitious Business Name Statement must be filed prior to that date. The filing of this statement does not of itself authorize the use in this state of a Fictitious Business Name in violation of the rights of another under Federal, State, or common law (See section 14411 et seq. Business and Professions Code)Publish: Mountain Views News/JDC <box>466 1024 688 1237</box>
notice-pub-dates: Dates Pub: MAY 03, 10, 17, 24, 2025 <box>926 344 1068 356</box>
notice-pub-dates: ES Dates Pub: MAY 10, 17, 24, 31, 2025 <box>6 1941 162 1952</box>
notice-file-number: File No. 2025088155 <box>926 1456 1007 1467</box>
notice-heading: FICTITIOUS BUSINESS NAME STATEMENT <box>466 1916 652 1927</box>
notice-heading: FICTITIOUS BUSINESS NAME STATEMENT <box>236 1906 422 1918</box>
legal-notice <box>696 88 918 279</box>
notice-heading: FICTITIOUS BUSINESS NAME STATEMENT <box>6 88 192 99</box>
legal-notice <box>1156 1057 1378 1158</box>
notice-pub-dates: Dates Pub: MAY 03, 10, 17, 24, 2025 <box>696 267 838 279</box>
notice-file-number: File No. 2025093986 <box>6 389 86 401</box>
notice-file-number: File No. 2025093978 <box>6 99 86 111</box>
notice-heading: FICTITIOUS BUSINESS NAME STATEMENT <box>236 2162 422 2174</box>
notice-pub-dates: ES Dates Pub: MAY 3, 10, 17, 24, 2025 <box>1156 479 1307 490</box>
notice-pub-dates: Dates Pub: MAY 03, 10, 17, 24, 2025 <box>466 1237 608 1249</box>
notice-heading: FICTITIOUS BUSINESS NAME STATEMENT <box>1156 500 1342 512</box>
notice-heading: FICTITIOUS BUSINESS NAME STATEMENT <box>236 1393 422 1404</box>
notice-pub-dates: ES Dates Pub: MAY 3, 10, 17, 24, 2025 <box>1156 891 1307 903</box>
notice-heading: FICTITIOUS BUSINESS NAME STATEMENT <box>6 378 192 390</box>
notice-body: The following person(s) is (are) doing business as: ZIM CAPITAL ACQUISITIONS GROUP. 1135 NEW HAVEN DR CERRITOS, CA 90703. Full name of registrant(s) is (are) CAROL O ALLISON 1135 NEW HAVEN DR CERRITOS, CA 90703. This Business is conducted by: AN INDIVIDUAL. Signed: CAROL O ALLISON/OWNER. This statement was filed with the County Clerk of Los Angeles County on 04/23/2025. The registrant(s) has (have) commenced to transact business under the fictitious business name or names listed above on N/A. NOTICE- This Fictitious Name Statement expires five years from the date it was filed in the office of the County Clerk. <box>466 1748 688 1895</box>
notice-body: The following person(s) is (are) doing business as: VINTAGE UPHOLSTERY & MORE 12805 BRIMONT AVE SAN FERNANDO, CA 91340. Full name of registrant(s) is (are) DAVID STEVEN GARCIA. Signed: DAVID STEVEN GARCIA/OWNER. <box>1156 1189 1378 1246</box>
legal-notice <box>236 590 458 847</box>
notice-heading: FICTITIOUS BUSINESS NAME STATEMENT <box>466 1258 652 1270</box>
notice-file-number: File No. 2025-083777 <box>466 1926 550 1938</box>
legal-notice <box>696 1481 918 1627</box>
notice-pub-dates: Dates Pub: MAY 03, 10, 17, 24, 2025 <box>696 1460 838 1471</box>
notice-heading: FICTITIOUS BUSINESS NAME STATEMENT <box>6 902 192 914</box>
notice-pub-dates: Dates Pub: MAY 03, 10, 17, 24, 2025 <box>696 769 838 780</box>
notice-heading: STATEMENT OF ABANDONMENT OF USE OF FICTITIOUS BUSINESS NAME <box>926 800 1148 823</box>
notice-pub-dates: ES Dates Pub: MAY 3, 10, 17, 24, 2025 <box>1156 1035 1307 1047</box>
notice-body: The following person(s) is (are) doing business as: ON TIME TRUCKING 5645 DONNA AVE TARZANA, CA 91356 CALIFORNIA LOS ANGELES COUNTY. Full name of registrant(s) is (are) A N & L PROPERTIES, LLC 5645 DONNA AVE TARZANA, CA 91356. This business is conducted by: A LIMITED LIABILITY COMPANY. Signed: A N & L PROPERTIES, LLC, FAHID A SOLIMAN, MANAGER. This statement was filed with the County Clerk of Los Angeles County on 05/08/2025. The registrant(s) has (have) commenced to transact business under the fictitious business name or names listed above on N/A. NOTICE- This Fictitious Name Statement expires five years from the date it was filed in the office of the County Clerk. A new Fictitious Business Name Statement must be filed prior to that date. The filing of this statement does not of itself authorize the use in this state of a Fictitious Business Name in violation of the rights of another under Federal, State, or common law (See section 14411 et seq. Business and Professions Code) <box>6 925 228 1138</box>
notice-file-number: File No. 2025095503 <box>6 1705 86 1717</box>
notice-pub-dates: ES Dates Pub: MAY 10, 17, 24, 31, 2025 <box>6 2476 162 2488</box>
notice-file-number: File No. 2025095600 <box>236 1136 317 1148</box>
notice-body: Clerk of Los Angeles County on 05/02/2025. The registrant(s) has (have) commenced to transact business under the fictitious business name or names listed above on 07/2007. NOTICE- This Fictitious Name Statement expires five years from the date it was filed in the office of the County Clerk. A new Fictitious Business Name Statement must be filed prior to that date. The filing of this statement does not of itself authorize the use in this state of a Fictitious Business Name in violation of the rights of another under Federal, State, or common law (See section 14411 et seq. Business and Professions Code) <box>1156 88 1378 212</box>
notice-heading: FICTITIOUS BUSINESS NAME STATEMENT <box>1156 1167 1342 1178</box>
notice-file-number: File No. 2025-069615 <box>926 132 1010 143</box>
legal-notice <box>236 1394 458 1640</box>
notice-column <box>926 88 1148 2557</box>
legal-notice <box>1156 233 1378 490</box>
legal-notice <box>696 790 918 1037</box>
legal-notice <box>696 1315 918 1472</box>
notice-file-number: File No. 2025098470 <box>6 1973 86 1984</box>
notice-file-number: File No. 2025088576 <box>1156 511 1237 523</box>
legal-notice <box>696 545 918 781</box>
notice-pub-dates: ES Dates Pub: MAY 10, 17, 24, 31, 2025 <box>6 357 162 369</box>
legal-notice <box>926 1445 1148 1557</box>
notice-file-number: File No. 2025088239 <box>1156 923 1237 935</box>
notice-heading: FICTITIOUS BUSINESS NAME STATEMENT <box>6 1962 192 1974</box>
legal-notice <box>1156 713 1378 903</box>
notice-file-number: File No. 2025094578 <box>6 1170 86 1181</box>
notice-file-number: File No. 2025088254 <box>926 1334 1007 1345</box>
legal-notice <box>696 289 918 536</box>
notice-file-number: File No. 2025088223 <box>1156 722 1237 734</box>
notice-heading: FICTITIOUS BUSINESS NAME STATEMENT <box>926 1167 1112 1178</box>
notice-body: The following person(s) is (are) doing business as: TIESTA CARGO CALIFORNIA. 446 CLOVERLEAF DR. BALDWIN PARK, CA 91706. Full name of registrant(s) is (are) FREIGHT OPTIONS INC 446 CLOVERLEAF DR BALDWIN PARK, CA 91706. This Business is conducted by: A CORPORATION. Signed: MILAGROS M VENEGAS/CEO. This statement was filed with the County Clerk of Los Angeles County on 04/24/2025. NOTICE- This Fictitious Name Statement expires five years from the date it was filed in the office of the County Clerk. <box>466 1938 688 2062</box>
issue-date: Saturday, May 10, 2025 <box>176 57 348 74</box>
notice-body: The following person(s) is (are) doing business as: D-PEBOW-LIST-CHICKEN. 626 WILSHIRE BLVD SUITE 410 LOS ANGELES, CA 90017. Full name of registrant(s) is (are) D-PEBOW-LIST-CHICKEN LLC 626 WILSHIRE BLVD STE 410 LOS ANGELES, CA 90017. This Business is conducted by: A LIMITED LIABILITY COMPANY. Signed: BRYAN C KNIGHTON/MANAGER. This statement was filed with the County Clerk of Los Angeles County on 04/25/2025. The registrant(s) has (have) commenced to transact business under the fictitious business name or names listed above on N/A. NOTICE- This Fictitious Name Statement expires five years from the date it was filed in the office of the County Clerk. A new Fictitious Business Name Statement must be filed prior to that date. <box>466 1537 688 1706</box>
notice-heading: FICTITIOUS BUSINESS NAME STATEMENT <box>6 1694 192 1706</box>
notices-content <box>6 88 1378 2576</box>
notice-column <box>466 88 688 2557</box>
notice-pub-dates: Dates Pub: MAY 03, 10, 17, 24, 2025 <box>466 1494 608 1506</box>
notice-file-number: File No. 2025095410 <box>236 333 317 345</box>
notice-body: The following person(s) is (are) doing business as: L A SUPERIOR PLUMBING. 3604 ANITA DR, BELL, CA 90201. Full name of registrant(s) is (are) JESUS MUNOZ, 3604 ANITA DR, BELL, CA 90201. This Business is conducted by: AN INDIVIDUAL. Signed: JESUS MUNOZ/OWNER. This statement was filed with the County Clerk of Los Angeles County on 04/23/2025. The registrant(s) has (have) commenced to transact business under the fictitious business name or names listed above on 02/2020. NOTICE- This Fictitious Name Statement expires five years from the date it was filed in the office of the County Clerk. A new Fictitious Business Name Statement must be filed prior to that date. The filing of this statement does not of itself authorize the use in this state of a Fictitious Business Name in violation of the rights of another under Federal, State, or common law (See section 14411 et seq. Business and Professions Code)Publish: Mountain Views News/JDC <box>696 567 918 770</box>
notice-body: The following person(s) is (are) doing business as: GOODLAND RECOVERY CENTER 6127 GOODLAND AVE NORTH HOLLYWOOD, CA 91606. Full name of registrant(s) is (are) BABAL INC 6127 GOODLAND AVE NORTH HOLLYWOOD, CA 91606. This Business is conducted by: A CORPORATION. Signed: BABAL INC, KAREN SIMONYAN, CEO. <box>926 1467 1148 1546</box>
notice-heading: FICTITIOUS BUSINESS NAME STATEMENT <box>926 1567 1112 1578</box>
legal-notice <box>466 200 688 457</box>
notice-body: The following person(s) is (are) doing business as: BASOBE PAINTING 24703 STRATHERN ST CANOGA PARK, CA 91304 CALIFORNIA LOS ANGELES COUNTY. Full name of registrant(s) is (are) MARK H BASOBE 24703 STRATHERN ST CANOGA PARK, CA 91304. This business is conducted by: AN INDIVIDUAL. Signed: MARK H BASOBE/OWNER. This statement was filed with the County Clerk of Los Angeles County on 05/08/2025. The registrant(s) has (have) commenced to transact business under the fictitious business name or names listed above on 05/2025. NOTICE- This Fictitious Name Statement expires five years from the date it was filed in the office of the County Clerk. A new Fictitious Business Name Statement must be filed prior to that date. The filing of this statement does not of itself authorize the use in this state of a Fictitious Business Name in violation of the rights of another under Federal, State, or common law (See section 14411 et seq. Business and Professions Code) <box>236 1928 458 2142</box>
notice-body: The following person(s) is (are) doing business as: TAI LOCKSMITH SAN DIEGO 23050 KITTRIDGE ST APT #123 CANOGA PARK, CA 91303. Full name of registrant(s) is (are) TAI FOR YOU 23050 KITTRIDGE ST APT #123 CANOGA PARK, CA 91303. This Business is conducted by: A CORPORATION. Signed: TAI FOR YOU, ALMOG PEREZ, PRESIDENT. <box>926 1345 1148 1424</box>
legal-notice <box>1156 912 1378 1047</box>
notice-pub-dates: ES Dates Pub: MAY 3, 10, 17, 24, 2025 <box>1156 211 1307 223</box>
notice-heading: FICTITIOUS BUSINESS NAME STATEMENT <box>236 1125 422 1137</box>
legal-notice <box>236 2162 458 2353</box>
notice-pub-dates: ES Dates Pub: MAY 3, 10, 17, 24, 2025 <box>1156 1146 1307 1158</box>
